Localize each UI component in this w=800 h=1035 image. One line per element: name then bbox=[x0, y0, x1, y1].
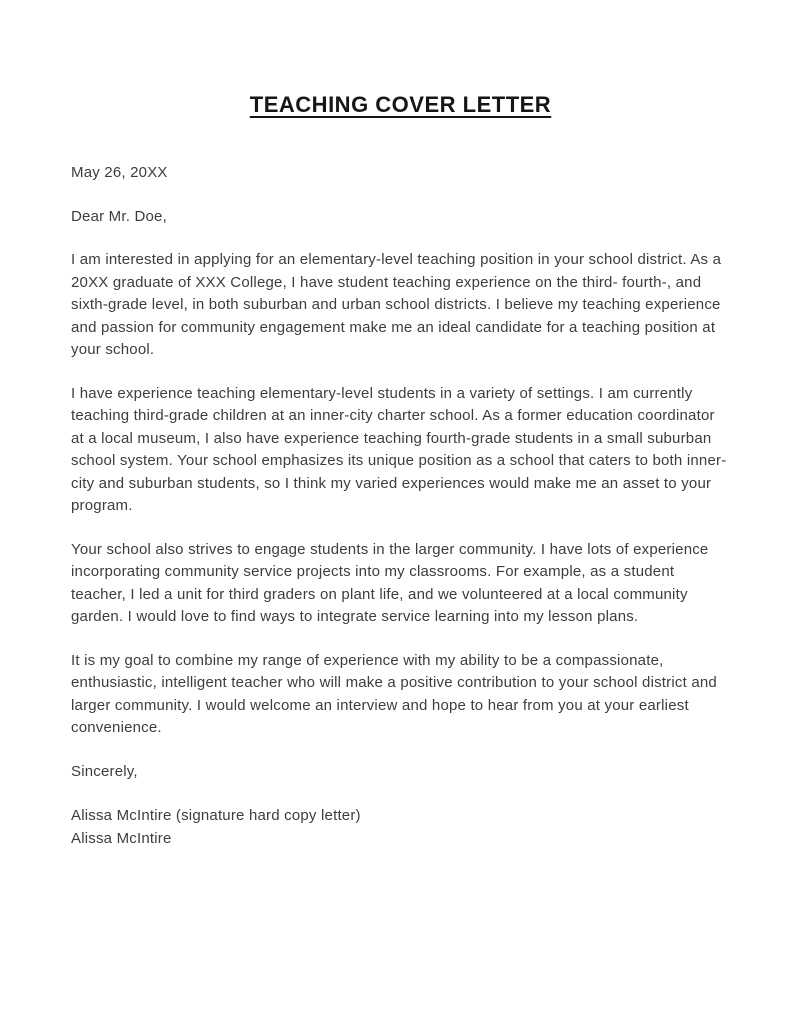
signature-block bbox=[71, 804, 730, 850]
letter-closing: Sincerely, bbox=[71, 762, 138, 780]
letter-salutation: Dear Mr. Doe, bbox=[71, 207, 167, 225]
letter-paragraph-3: Your school also strives to engage students in the larger community. I have lots of experience incorporating community service projects into my classrooms. For example, as a student teacher, I led a unit for third graders on plant life, and we volunteered at a local community garden. I would love to find ways to integrate service learning into my lesson plans. bbox=[71, 540, 709, 625]
signature-hard-copy-line: Alissa McIntire (signature hard copy letter) bbox=[71, 807, 361, 824]
letter-paragraph-2: I have experience teaching elementary-level students in a variety of settings. I am currently teaching third-grade children at an inner-city charter school. As a former education coordinator at a local museum, I also have experience teaching fourth-grade students in a small suburban school system. Your school emphasizes its unique position as a school that caters to both inner-city and suburban students, so I think my varied experiences would make me an asset to your program. bbox=[71, 384, 727, 514]
letter-paragraph-1: I am interested in applying for an elementary-level teaching position in your school district. As a 20XX graduate of XXX College, I have student teaching experience on the third- fourth-, and sixth-grade level, in both suburban and urban school districts. I believe my teaching experience and passion for community engagement make me an ideal candidate for a teaching position at your school. bbox=[71, 251, 722, 358]
letter-date: May 26, 20XX bbox=[71, 164, 168, 181]
document-title: TEACHING COVER LETTER bbox=[249, 92, 552, 117]
signer-name: Alissa McIntire bbox=[71, 830, 172, 847]
letter-paragraph-4: It is my goal to combine my range of experience with my ability to be a compassionate, enthusiastic, intelligent teacher who will make a positive contribution to your school district and larger community. I would welcome an interview and hope to hear from you at your earliest convenience. bbox=[71, 651, 717, 736]
